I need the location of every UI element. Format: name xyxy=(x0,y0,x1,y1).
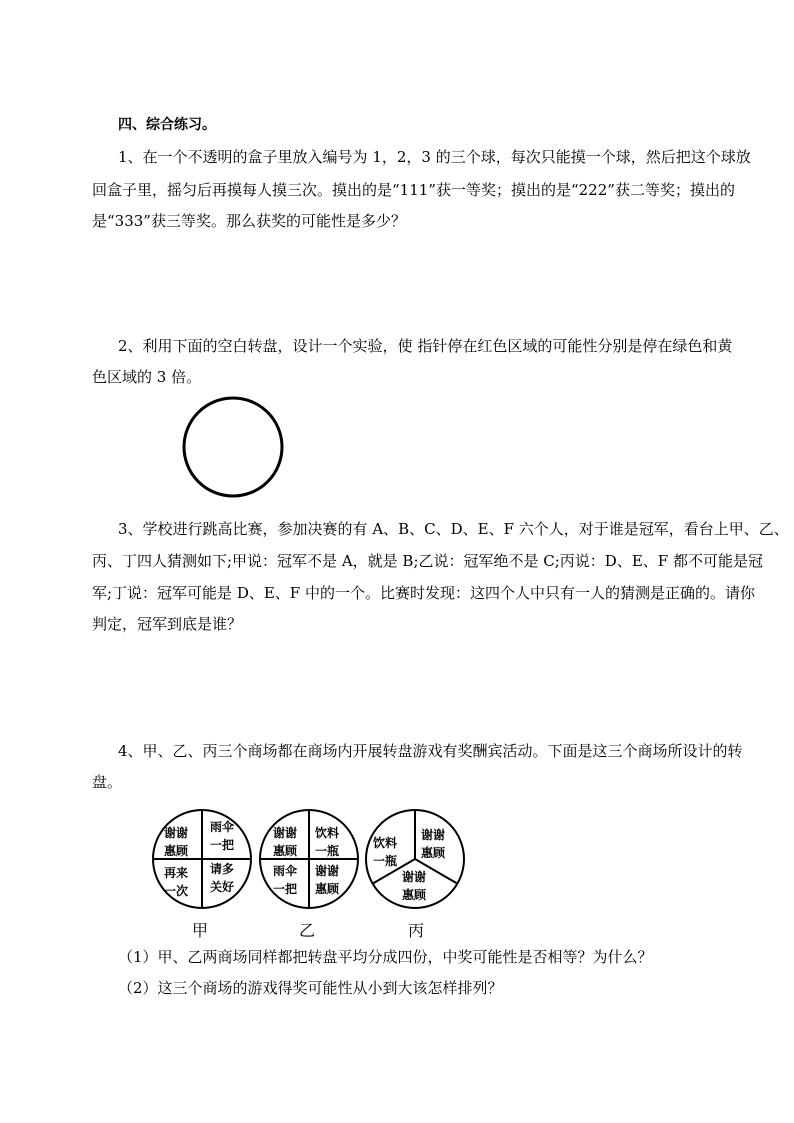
spinner-jia-label: 甲 xyxy=(192,921,209,940)
q1-line-2: 回盒子里，摇匀后再摸每人摸三次。摸出的是“111”获一等奖；摸出的是“222”获二等奖；摸出的 xyxy=(92,181,735,199)
q4-subquestion-1: （1）甲、乙两商场同样都把转盘平均分成四份，中奖可能性是否相等？为什么？ xyxy=(118,948,653,966)
q3-line-3: 军;丁说：冠军可能是 D、E、F 中的一个。比赛时发现：这四个人中只有一人的猜测是正确的。请你 xyxy=(92,584,755,602)
q2-line-1: 2、利用下面的空白转盘，设计一个实验，使 指针停在红色区域的可能性分别是停在绿色和黄 xyxy=(118,337,733,355)
q2-line-2: 色区域的 3 倍。 xyxy=(92,368,202,386)
q3-line-4: 判定，冠军到底是谁？ xyxy=(92,615,243,633)
spinner-bing-label: 丙 xyxy=(408,921,425,940)
spinner-jia-segment-4: 请多 关好 xyxy=(210,862,235,894)
spinner-yi-segment-4: 谢谢 惠顾 xyxy=(315,864,340,896)
q3-line-1: 3、学校进行跳高比赛，参加决赛的有 A、B、C、D、E、F 六个人，对于谁是冠军，看台上甲、乙、 xyxy=(118,520,789,538)
q1-line-3: 是“333”获三等奖。那么获奖的可能性是多少？ xyxy=(92,212,406,230)
q4-line-1: 4、甲、乙、丙三个商场都在商场内开展转盘游戏有奖酬宾活动。下面是这三个商场所设计的转 xyxy=(118,742,743,760)
spinner-bing-segment-2: 谢谢 惠顾 xyxy=(421,828,446,860)
spinner-jia xyxy=(150,808,254,910)
spinner-yi-segment-2: 饮料 一瓶 xyxy=(315,826,340,858)
q1-line-1: 1、在一个不透明的盒子里放入编号为 1，2，3 的三个球，每次只能摸一个球，然后把这个球放 xyxy=(118,148,751,166)
spinner-bing-segment-1: 饮料 一瓶 xyxy=(373,836,398,868)
spinner-yi-segment-3: 雨伞 一把 xyxy=(273,864,298,896)
q4-line-2: 盘。 xyxy=(92,773,123,791)
q3-line-2: 丙、丁四人猜测如下;甲说：冠军不是 A，就是 B;乙说：冠军绝不是 C;丙说：D、E、F 都不可能是冠 xyxy=(92,552,763,570)
spinner-bing xyxy=(363,808,467,910)
spinner-jia-segment-1: 谢谢 惠顾 xyxy=(164,826,189,858)
spinner-yi xyxy=(257,808,361,910)
spinner-yi-label: 乙 xyxy=(299,921,316,940)
q4-subquestion-2: （2）这三个商场的游戏得奖可能性从小到大该怎样排列？ xyxy=(118,979,503,997)
section-title: 四、综合练习。 xyxy=(118,117,216,133)
spinner-jia-segment-2: 雨伞 一把 xyxy=(210,820,235,852)
spinner-jia-segment-3: 再来 一次 xyxy=(164,866,189,898)
spinner-yi-segment-1: 谢谢 惠顾 xyxy=(273,826,298,858)
blank-spinner xyxy=(180,396,286,498)
spinner-bing-segment-3: 谢谢 惠顾 xyxy=(402,870,427,902)
